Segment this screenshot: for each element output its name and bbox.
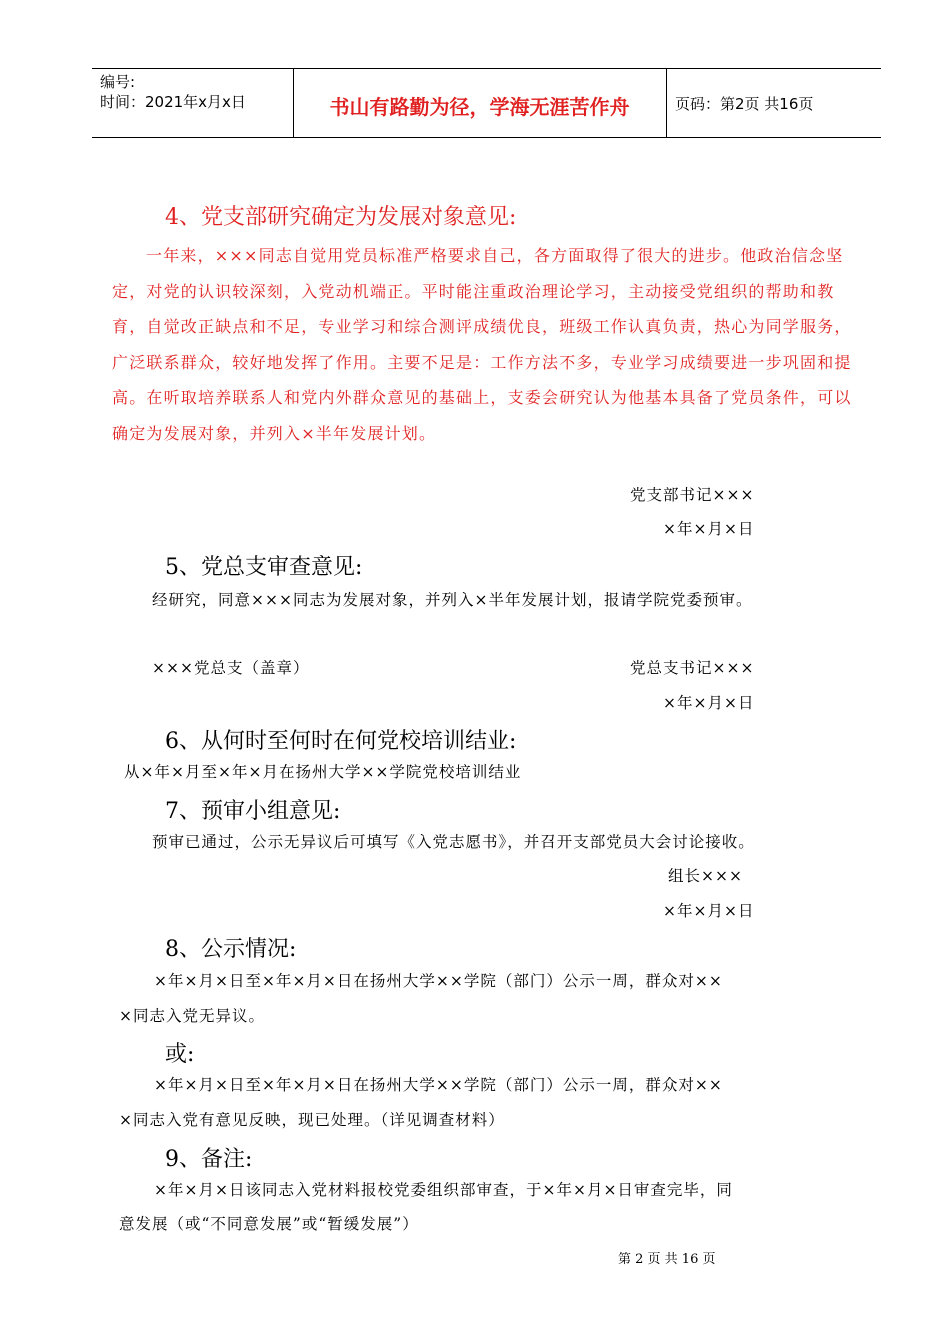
header-motto: 书山有路勤为径，学海无涯苦作舟	[329, 95, 630, 119]
section-4-signer: 党支部书记×××	[630, 486, 755, 504]
section-7-body: 预审已通过，公示无异议后可填写《入党志愿书》，并召开支部党员大会讨论接收。	[152, 833, 755, 851]
section-8-body-2-line-1: ×年×月×日至×年×月×日在扬州大学××学院（部门）公示一周，群众对××	[154, 1076, 723, 1094]
section-5-seal: ×××党总支（盖章）	[152, 659, 310, 677]
section-7-date: ×年×月×日	[663, 902, 755, 920]
header-page-label: 页码：第2页 共16页	[675, 95, 814, 113]
section-8-title: 8、公示情况:	[165, 937, 297, 962]
section-9-body-line-2: 意发展（或“不同意发展”或“暂缓发展”）	[119, 1215, 419, 1233]
section-9-body-line-1: ×年×月×日该同志入党材料报校党委组织部审查，于×年×月×日审查完毕，同	[154, 1181, 733, 1199]
section-8-or: 或:	[165, 1042, 195, 1067]
section-9-title: 9、备注:	[165, 1147, 253, 1172]
time-label: 时间：2021年x月x日	[100, 93, 246, 111]
header-divider	[666, 69, 667, 137]
section-8-body-1-line-1: ×年×月×日至×年×月×日在扬州大学××学院（部门）公示一周，群众对××	[154, 972, 723, 990]
code-label: 编号:	[100, 73, 136, 91]
page-footer: 第 2 页 共 16 页	[618, 1252, 716, 1267]
section-5-signer: 党总支书记×××	[630, 659, 755, 677]
section-6-body: 从×年×月至×年×月在扬州大学××学院党校培训结业	[124, 763, 522, 781]
section-5-title: 5、党总支审查意见:	[165, 555, 363, 580]
page-header	[92, 68, 881, 138]
section-8-body-1-line-2: ×同志入党无异议。	[119, 1007, 265, 1025]
section-4-title: 4、党支部研究确定为发展对象意见:	[165, 205, 517, 230]
section-7-title: 7、预审小组意见:	[165, 799, 341, 824]
section-7-signer: 组长×××	[668, 867, 743, 885]
section-4-body: 一年来，×××同志自觉用党员标准严格要求自己，各方面取得了很大的进步。他政治信念坚定，对党的认识较深刻，入党动机端正。平时能注重政治理论学习，主动接受党组织的帮助和教育，自觉改正缺点和不足，专业学习和综合测评成绩优良，班级工作认真负责，热心为同学服务，广泛联系群众，较好地发挥了作用。主要不足是：工作方法不多，专业学习成绩要进一步巩固和提高。在听取培养联系人和党内外群众意见的基础上，支委会研究认为他基本具备了党员条件，可以确定为发展对象，并列入×半年发展计划。	[112, 246, 852, 443]
section-5-body: 经研究，同意×××同志为发展对象，并列入×半年发展计划，报请学院党委预审。	[152, 591, 753, 609]
section-6-title: 6、从何时至何时在何党校培训结业:	[165, 729, 517, 754]
section-5-date: ×年×月×日	[663, 694, 755, 712]
header-meta	[100, 72, 246, 112]
section-8-body-2-line-2: ×同志入党有意见反映，现已处理。（详见调查材料）	[119, 1111, 505, 1129]
section-4-date: ×年×月×日	[663, 520, 755, 538]
